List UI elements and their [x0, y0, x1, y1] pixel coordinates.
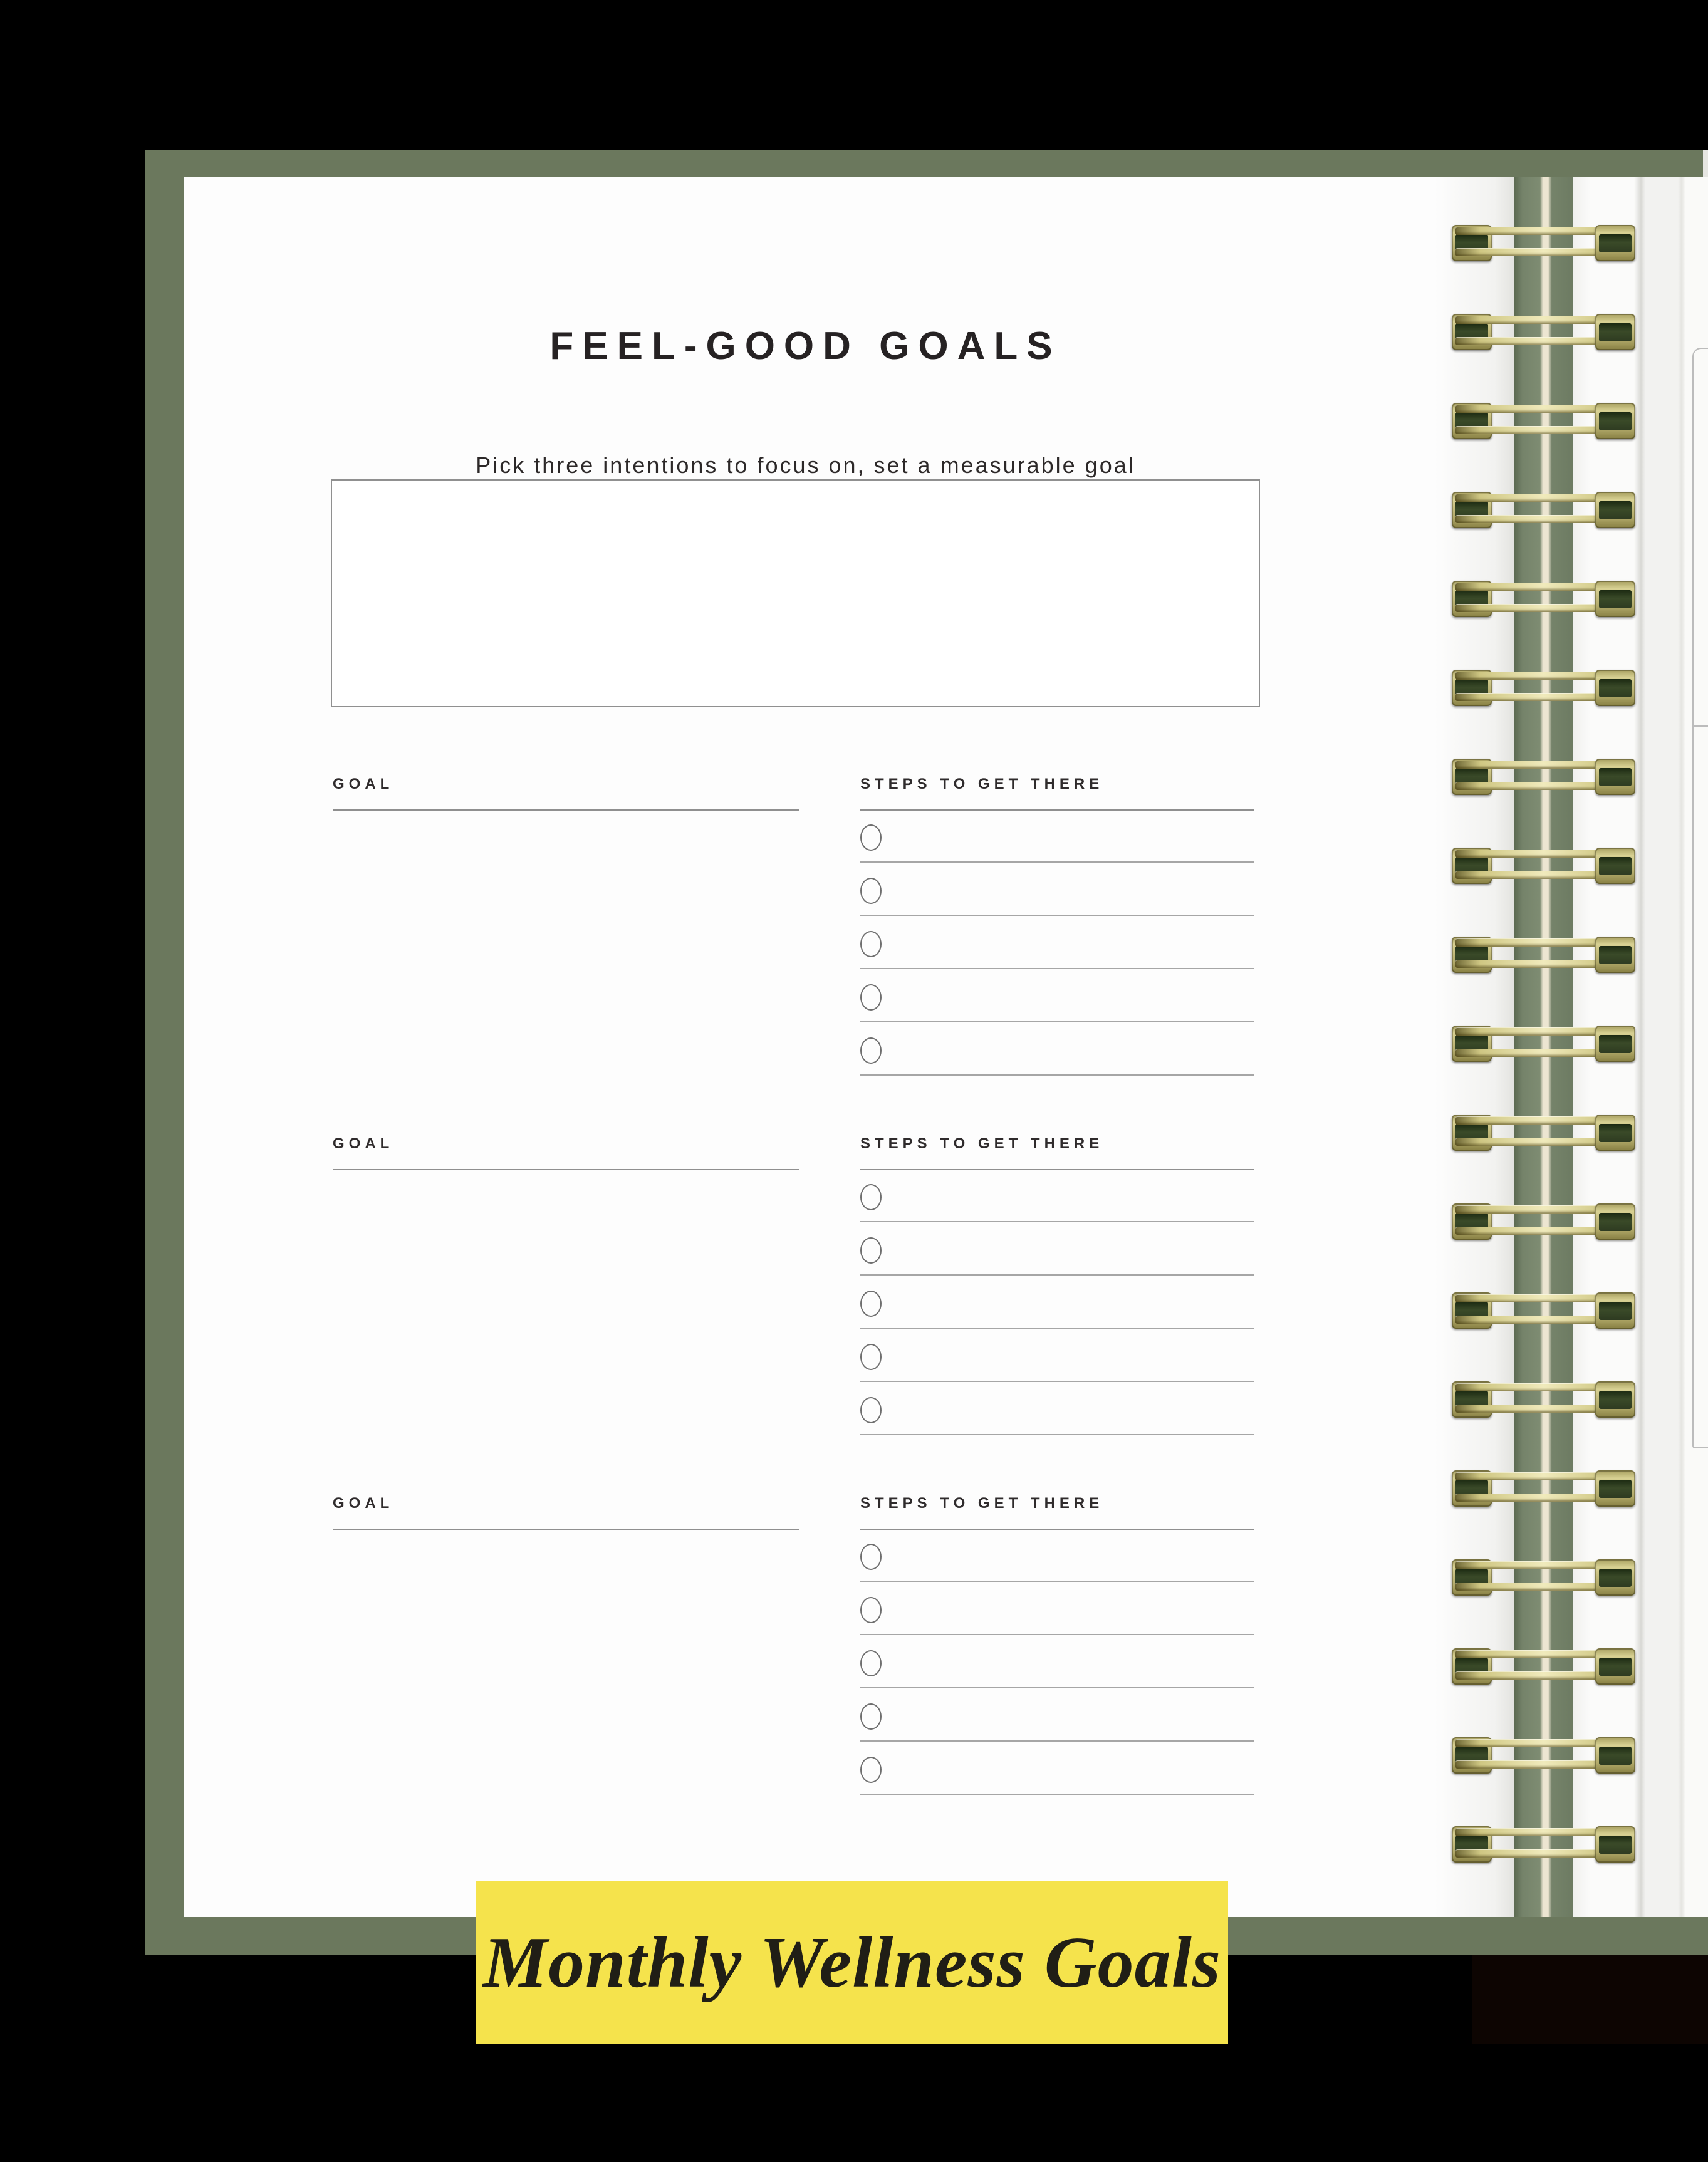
- coil-right-cap: [1595, 759, 1635, 795]
- step-write-line[interactable]: [860, 1794, 1254, 1795]
- goal-write-line[interactable]: [333, 1529, 799, 1530]
- step-row: [860, 1743, 1254, 1795]
- step-row: [860, 1583, 1254, 1635]
- spiral-coil: [1452, 1115, 1635, 1151]
- step-write-line[interactable]: [860, 1074, 1254, 1076]
- goal-label: GOAL: [333, 1135, 394, 1152]
- subtitle-line-1: Pick three intentions to focus on, set a measurable goal: [476, 452, 1135, 478]
- step-checkbox-circle[interactable]: [860, 931, 882, 957]
- step-checkbox-circle[interactable]: [860, 1037, 882, 1064]
- step-checkbox-circle[interactable]: [860, 1344, 882, 1370]
- spiral-coil: [1452, 1648, 1635, 1685]
- goal-section: [333, 776, 1254, 1130]
- coil-right-cap: [1595, 937, 1635, 973]
- step-write-line[interactable]: [860, 861, 1254, 863]
- cover-shadow: [1472, 1955, 1708, 2044]
- step-row: [860, 1383, 1254, 1435]
- step-checkbox-circle[interactable]: [860, 1757, 882, 1783]
- step-write-line[interactable]: [860, 1274, 1254, 1276]
- step-row: [860, 1024, 1254, 1076]
- steps-label: STEPS TO GET THERE: [860, 1135, 1104, 1152]
- spiral-coil: [1452, 759, 1635, 795]
- spiral-coil: [1452, 1292, 1635, 1329]
- spiral-coil: [1452, 1470, 1635, 1507]
- spiral-coil: [1452, 848, 1635, 884]
- steps-label: STEPS TO GET THERE: [860, 1495, 1104, 1512]
- step-row: [860, 1224, 1254, 1276]
- step-row: [860, 970, 1254, 1022]
- notes-box[interactable]: [331, 479, 1260, 707]
- step-checkbox-circle[interactable]: [860, 1544, 882, 1570]
- coil-right-cap: [1595, 581, 1635, 617]
- spiral-coil: [1452, 937, 1635, 973]
- caption-banner: [476, 1881, 1228, 2044]
- goal-section: [333, 1495, 1254, 1849]
- spiral-coil: [1452, 403, 1635, 439]
- goal-section: [333, 1135, 1254, 1490]
- goal-write-line[interactable]: [333, 1169, 799, 1170]
- step-checkbox-circle[interactable]: [860, 878, 882, 904]
- coil-right-cap: [1595, 1115, 1635, 1151]
- page-stack-edge: [1703, 150, 1708, 178]
- spiral-coil: [1452, 492, 1635, 528]
- coil-right-cap: [1595, 225, 1635, 261]
- page-title: FEEL-GOOD GOALS: [549, 325, 1061, 368]
- step-write-line[interactable]: [860, 1634, 1254, 1635]
- step-checkbox-circle[interactable]: [860, 1291, 882, 1317]
- spiral-coil: [1452, 670, 1635, 706]
- spiral-coil: [1452, 1826, 1635, 1863]
- step-checkbox-circle[interactable]: [860, 824, 882, 851]
- next-page-frame-top: [1692, 348, 1708, 727]
- step-row: [860, 811, 1254, 863]
- coil-right-cap: [1595, 1381, 1635, 1418]
- spiral-coil: [1452, 581, 1635, 617]
- spiral-coil: [1452, 1381, 1635, 1418]
- coil-right-cap: [1595, 1203, 1635, 1240]
- coil-right-cap: [1595, 1826, 1635, 1863]
- planner-page: [184, 177, 1514, 1917]
- step-write-line[interactable]: [860, 1687, 1254, 1688]
- coil-right-cap: [1595, 1737, 1635, 1774]
- spiral-coil: [1452, 1203, 1635, 1240]
- coil-right-cap: [1595, 1559, 1635, 1596]
- step-write-line[interactable]: [860, 1021, 1254, 1022]
- step-checkbox-circle[interactable]: [860, 1237, 882, 1264]
- page-content: [184, 177, 1514, 1917]
- coil-right-cap: [1595, 1292, 1635, 1329]
- step-row: [860, 1277, 1254, 1329]
- step-row: [860, 864, 1254, 916]
- coil-right-cap: [1595, 314, 1635, 350]
- step-write-line[interactable]: [860, 1328, 1254, 1329]
- goal-label: GOAL: [333, 776, 394, 793]
- step-checkbox-circle[interactable]: [860, 1703, 882, 1730]
- step-checkbox-circle[interactable]: [860, 1184, 882, 1210]
- step-checkbox-circle[interactable]: [860, 1397, 882, 1423]
- coil-right-cap: [1595, 403, 1635, 439]
- step-write-line[interactable]: [860, 1434, 1254, 1435]
- coil-right-cap: [1595, 848, 1635, 884]
- step-write-line[interactable]: [860, 915, 1254, 916]
- coil-right-cap: [1595, 1026, 1635, 1062]
- step-row: [860, 917, 1254, 969]
- goal-write-line[interactable]: [333, 809, 799, 811]
- spiral-coil: [1452, 1737, 1635, 1774]
- caption-banner-label: Monthly Wellness Goals: [483, 1922, 1221, 2003]
- step-checkbox-circle[interactable]: [860, 984, 882, 1011]
- goal-label: GOAL: [333, 1495, 394, 1512]
- step-checkbox-circle[interactable]: [860, 1650, 882, 1676]
- steps-label: STEPS TO GET THERE: [860, 776, 1104, 793]
- step-row: [860, 1690, 1254, 1742]
- step-write-line[interactable]: [860, 1221, 1254, 1222]
- step-write-line[interactable]: [860, 1740, 1254, 1742]
- spiral-coil: [1452, 314, 1635, 350]
- step-row: [860, 1330, 1254, 1382]
- step-row: [860, 1636, 1254, 1688]
- step-write-line[interactable]: [860, 1381, 1254, 1382]
- step-checkbox-circle[interactable]: [860, 1597, 882, 1623]
- spiral-coil: [1452, 1026, 1635, 1062]
- step-row: [860, 1170, 1254, 1222]
- spiral-coil: [1452, 1559, 1635, 1596]
- spiral-coil: [1452, 225, 1635, 261]
- next-page-frame-bottom: [1692, 725, 1708, 1448]
- step-write-line[interactable]: [860, 968, 1254, 969]
- coil-right-cap: [1595, 492, 1635, 528]
- coil-right-cap: [1595, 1648, 1635, 1685]
- coil-right-cap: [1595, 1470, 1635, 1507]
- coil-right-cap: [1595, 670, 1635, 706]
- step-row: [860, 1530, 1254, 1582]
- step-write-line[interactable]: [860, 1581, 1254, 1582]
